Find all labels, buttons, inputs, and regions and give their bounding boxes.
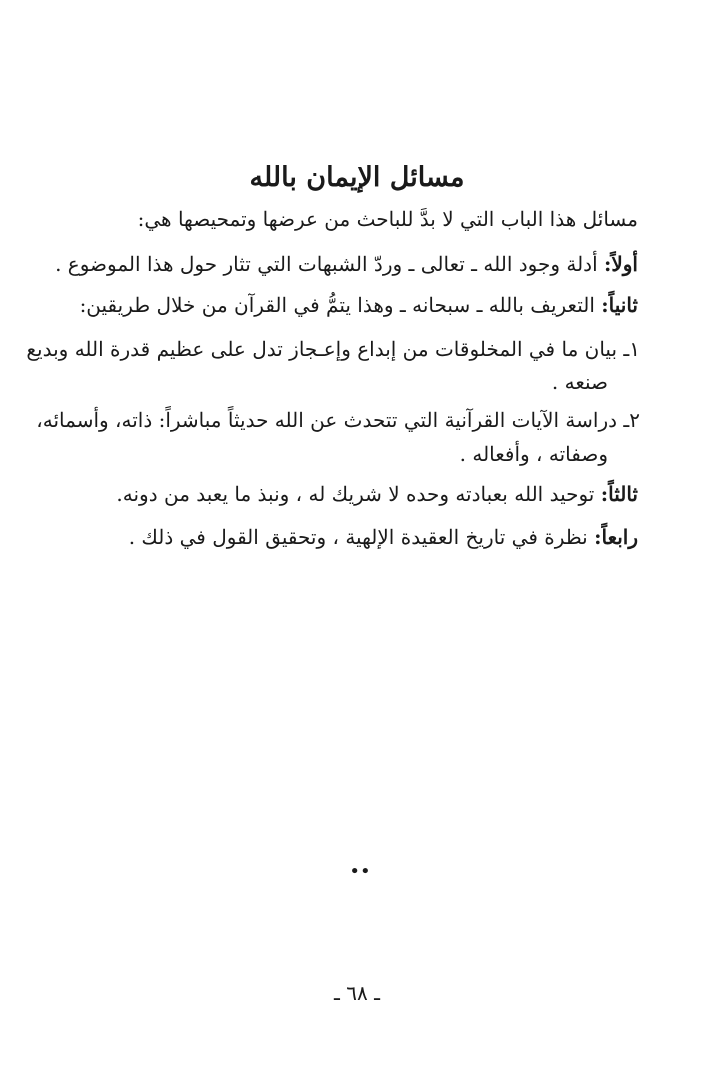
sub-item-2-line1: ٢ـ دراسة الآيات القرآنية التي تتحدث عن الله حديثاً مباشراً: ذاته، وأسمائه، — [36, 408, 640, 432]
item-first-text: أدلة وجود الله ـ تعالى ـ وردّ الشبهات التي تثار حول هذا الموضوع . — [55, 252, 604, 276]
sub-item-1-line2: صنعه . — [551, 370, 608, 394]
page-title: مسائل الإيمان بالله — [249, 162, 465, 193]
item-first — [55, 249, 638, 279]
item-second — [80, 290, 638, 320]
item-first-label: أولاً: — [603, 252, 638, 276]
item-second-label: ثانياً: — [601, 293, 638, 317]
item-second-text: التعريف بالله ـ سبحانه ـ وهذا يتمُّ في القرآن من خلال طريقين: — [79, 293, 602, 317]
item-third — [116, 479, 638, 509]
intro-paragraph: مسائل هذا الباب التي لا بدَّ للباحث من عرضها وتمحيصها هي: — [137, 207, 638, 231]
item-fourth — [129, 522, 638, 552]
item-third-label: ثالثاً: — [600, 482, 638, 506]
item-third-text: توحيد الله بعبادته وحده لا شريك له ، ونبذ ما يعبد من دونه. — [116, 482, 601, 506]
page-number: ـ ٦٨ ـ — [334, 981, 380, 1005]
separator-ornament: •• — [349, 861, 371, 882]
item-fourth-label: رابعاً: — [594, 525, 638, 549]
sub-item-2-line2: وصفاته ، وأفعاله . — [459, 442, 608, 466]
sub-item-1-line1: ١ـ بيان ما في المخلوقات من إبداع وإعـجاز تدل على عظيم قدرة الله وبديع — [26, 337, 640, 361]
item-fourth-text: نظرة في تاريخ العقيدة الإلهية ، وتحقيق القول في ذلك . — [128, 525, 595, 549]
